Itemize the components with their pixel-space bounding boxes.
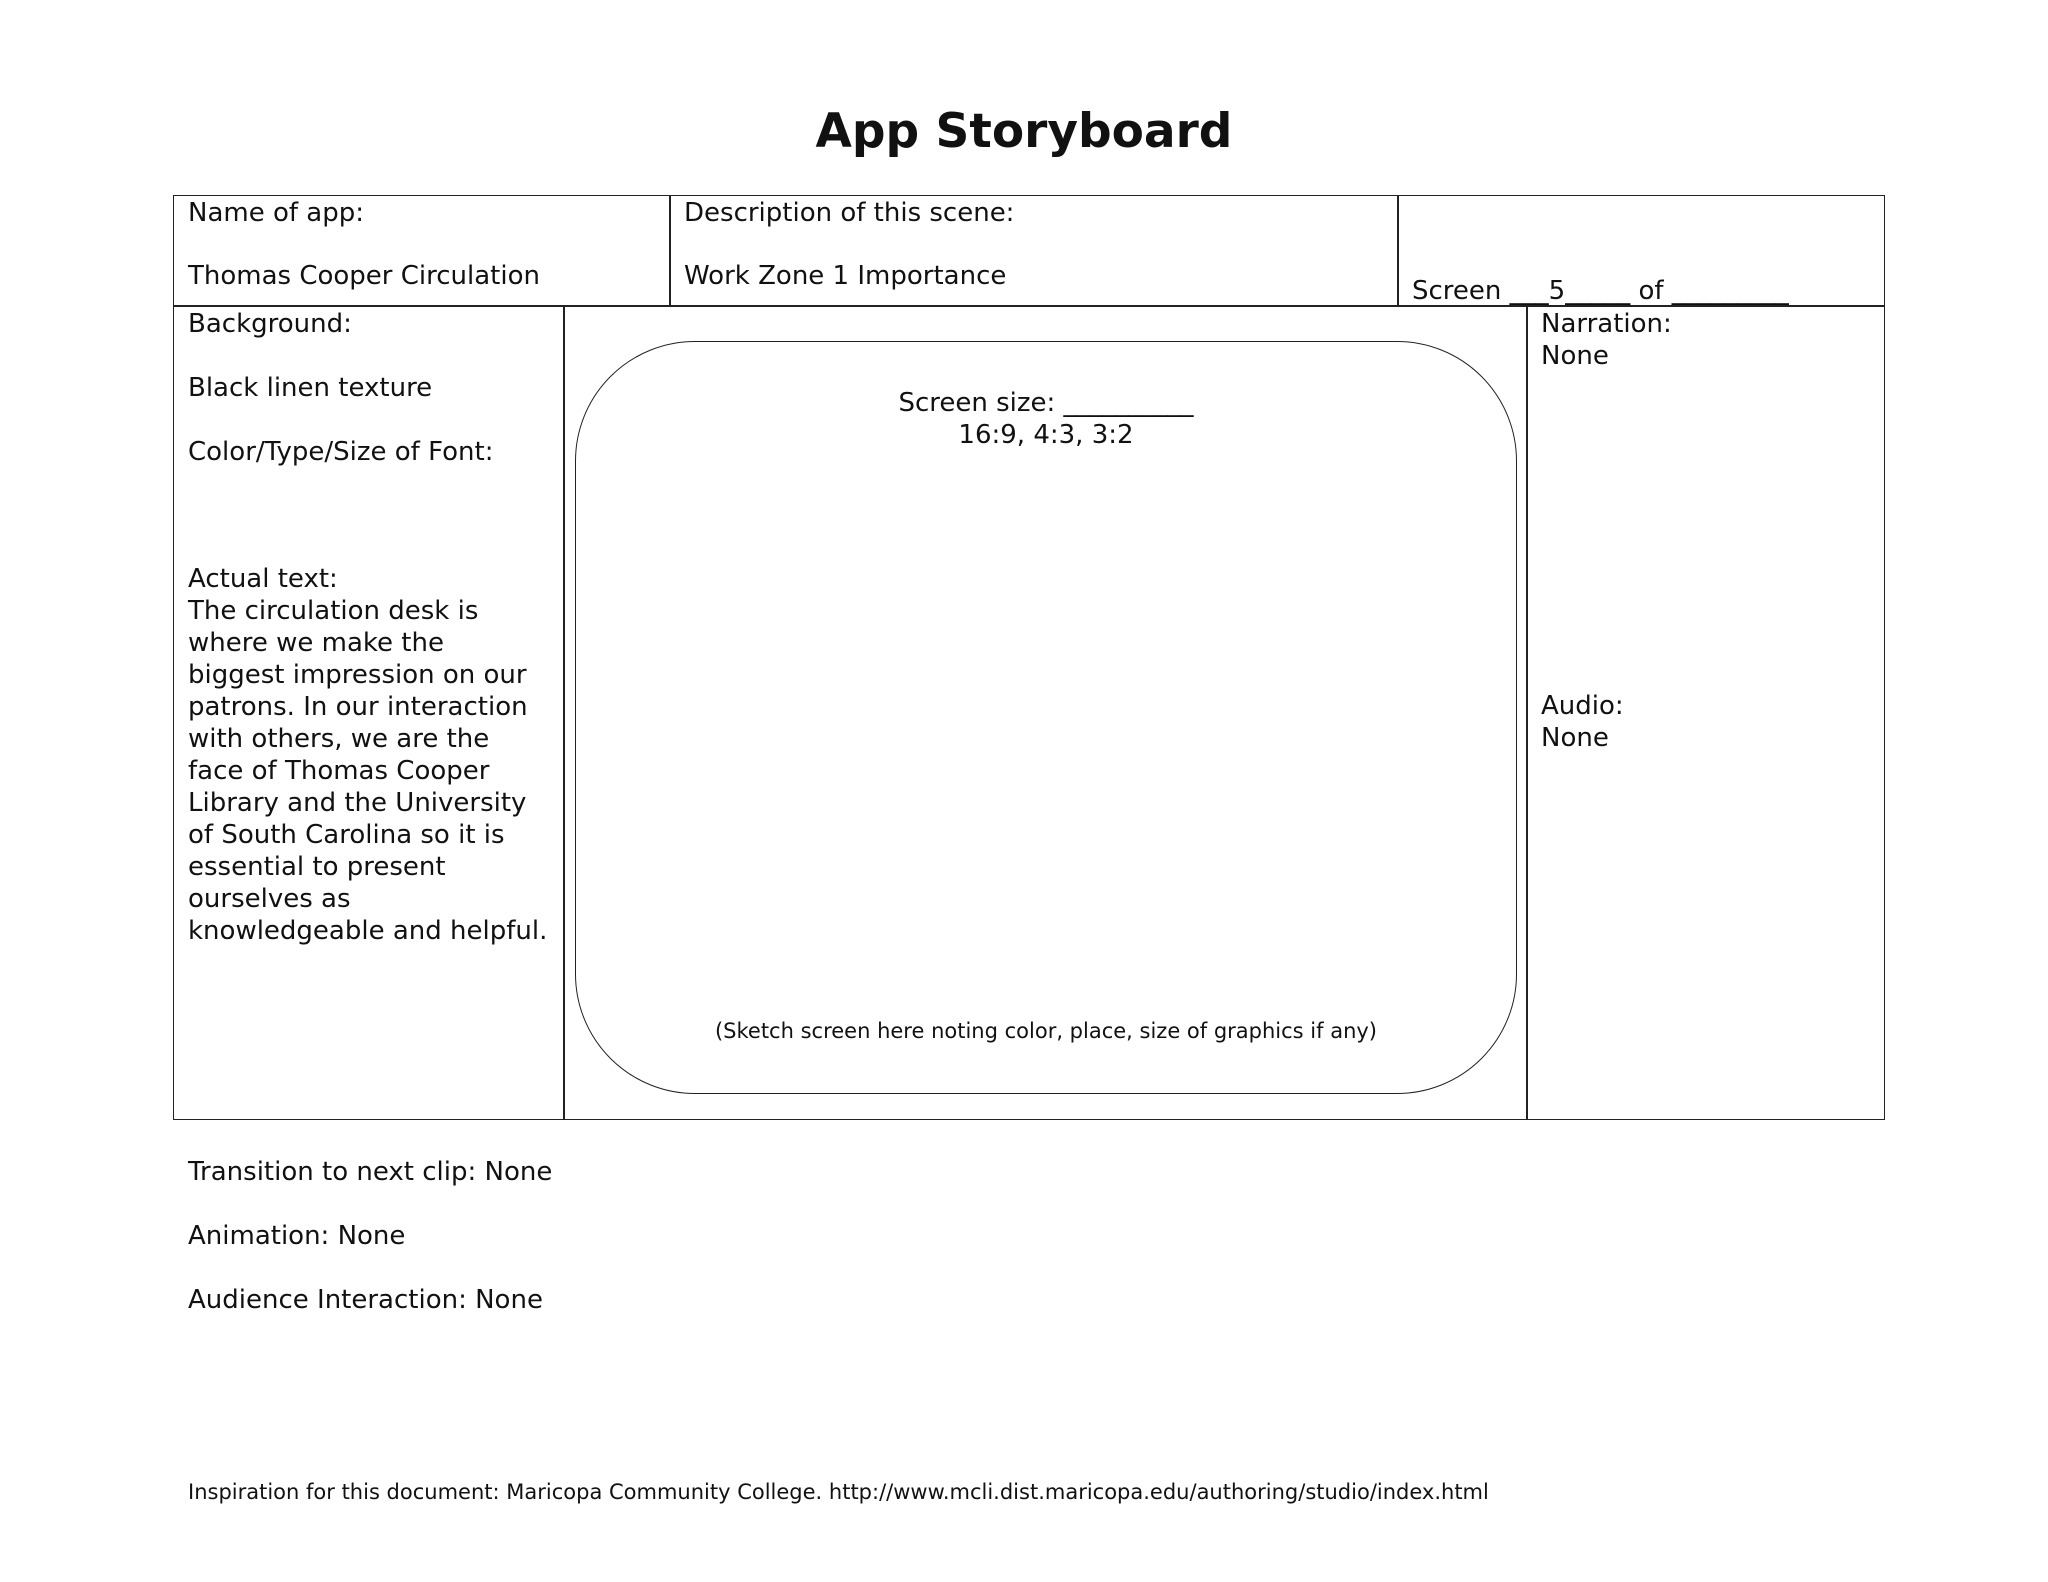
- audience-interaction-line: Audience Interaction: None: [188, 1285, 543, 1315]
- scene-description-value: Work Zone 1 Importance: [684, 261, 1007, 291]
- page-title: App Storyboard: [815, 104, 1233, 159]
- narration-label: Narration:: [1541, 309, 1672, 339]
- audio-value: None: [1541, 723, 1609, 753]
- actual-text-line: The circulation desk is: [188, 596, 479, 626]
- actual-text-line: biggest impression on our: [188, 660, 527, 690]
- actual-text-line: knowledgeable and helpful.: [188, 916, 548, 946]
- body-divider-left: [563, 305, 565, 1120]
- app-name-label: Name of app:: [188, 198, 364, 228]
- actual-text-line: patrons. In our interaction: [188, 692, 528, 722]
- header-divider-2: [1397, 195, 1399, 306]
- background-value: Black linen texture: [188, 373, 433, 403]
- font-label: Color/Type/Size of Font:: [188, 437, 494, 467]
- actual-text-line: where we make the: [188, 628, 444, 658]
- animation-line: Animation: None: [188, 1221, 406, 1251]
- background-label: Background:: [188, 309, 352, 339]
- transition-line: Transition to next clip: None: [188, 1157, 553, 1187]
- app-name-value: Thomas Cooper Circulation: [188, 261, 540, 291]
- inspiration-footnote: Inspiration for this document: Maricopa Community College. http://www.mcli.dist.maricopa.edu/authoring/studio/index.html: [188, 1480, 1489, 1504]
- screen-size-label: Screen size: __________: [898, 388, 1194, 418]
- narration-value: None: [1541, 341, 1609, 371]
- actual-text-line: face of Thomas Cooper: [188, 756, 490, 786]
- actual-text-body: [188, 595, 547, 947]
- screen-counter: Screen ___5_____ of _________: [1412, 276, 1789, 306]
- audio-label: Audio:: [1541, 691, 1624, 721]
- sketch-instruction: (Sketch screen here noting color, place, size of graphics if any): [714, 1019, 1378, 1043]
- actual-text-line: Library and the University: [188, 788, 527, 818]
- actual-text-line: with others, we are the: [188, 724, 490, 754]
- body-divider-right: [1526, 305, 1528, 1120]
- screen-size-options: 16:9, 4:3, 3:2: [958, 420, 1134, 450]
- actual-text-line: of South Carolina so it is: [188, 820, 505, 850]
- scene-description-label: Description of this scene:: [684, 198, 1015, 228]
- actual-text-line: ourselves as: [188, 884, 351, 914]
- actual-text-label: Actual text:: [188, 564, 338, 594]
- sketch-area: [575, 341, 1517, 1094]
- actual-text-line: essential to present: [188, 852, 446, 882]
- header-divider-1: [669, 195, 671, 306]
